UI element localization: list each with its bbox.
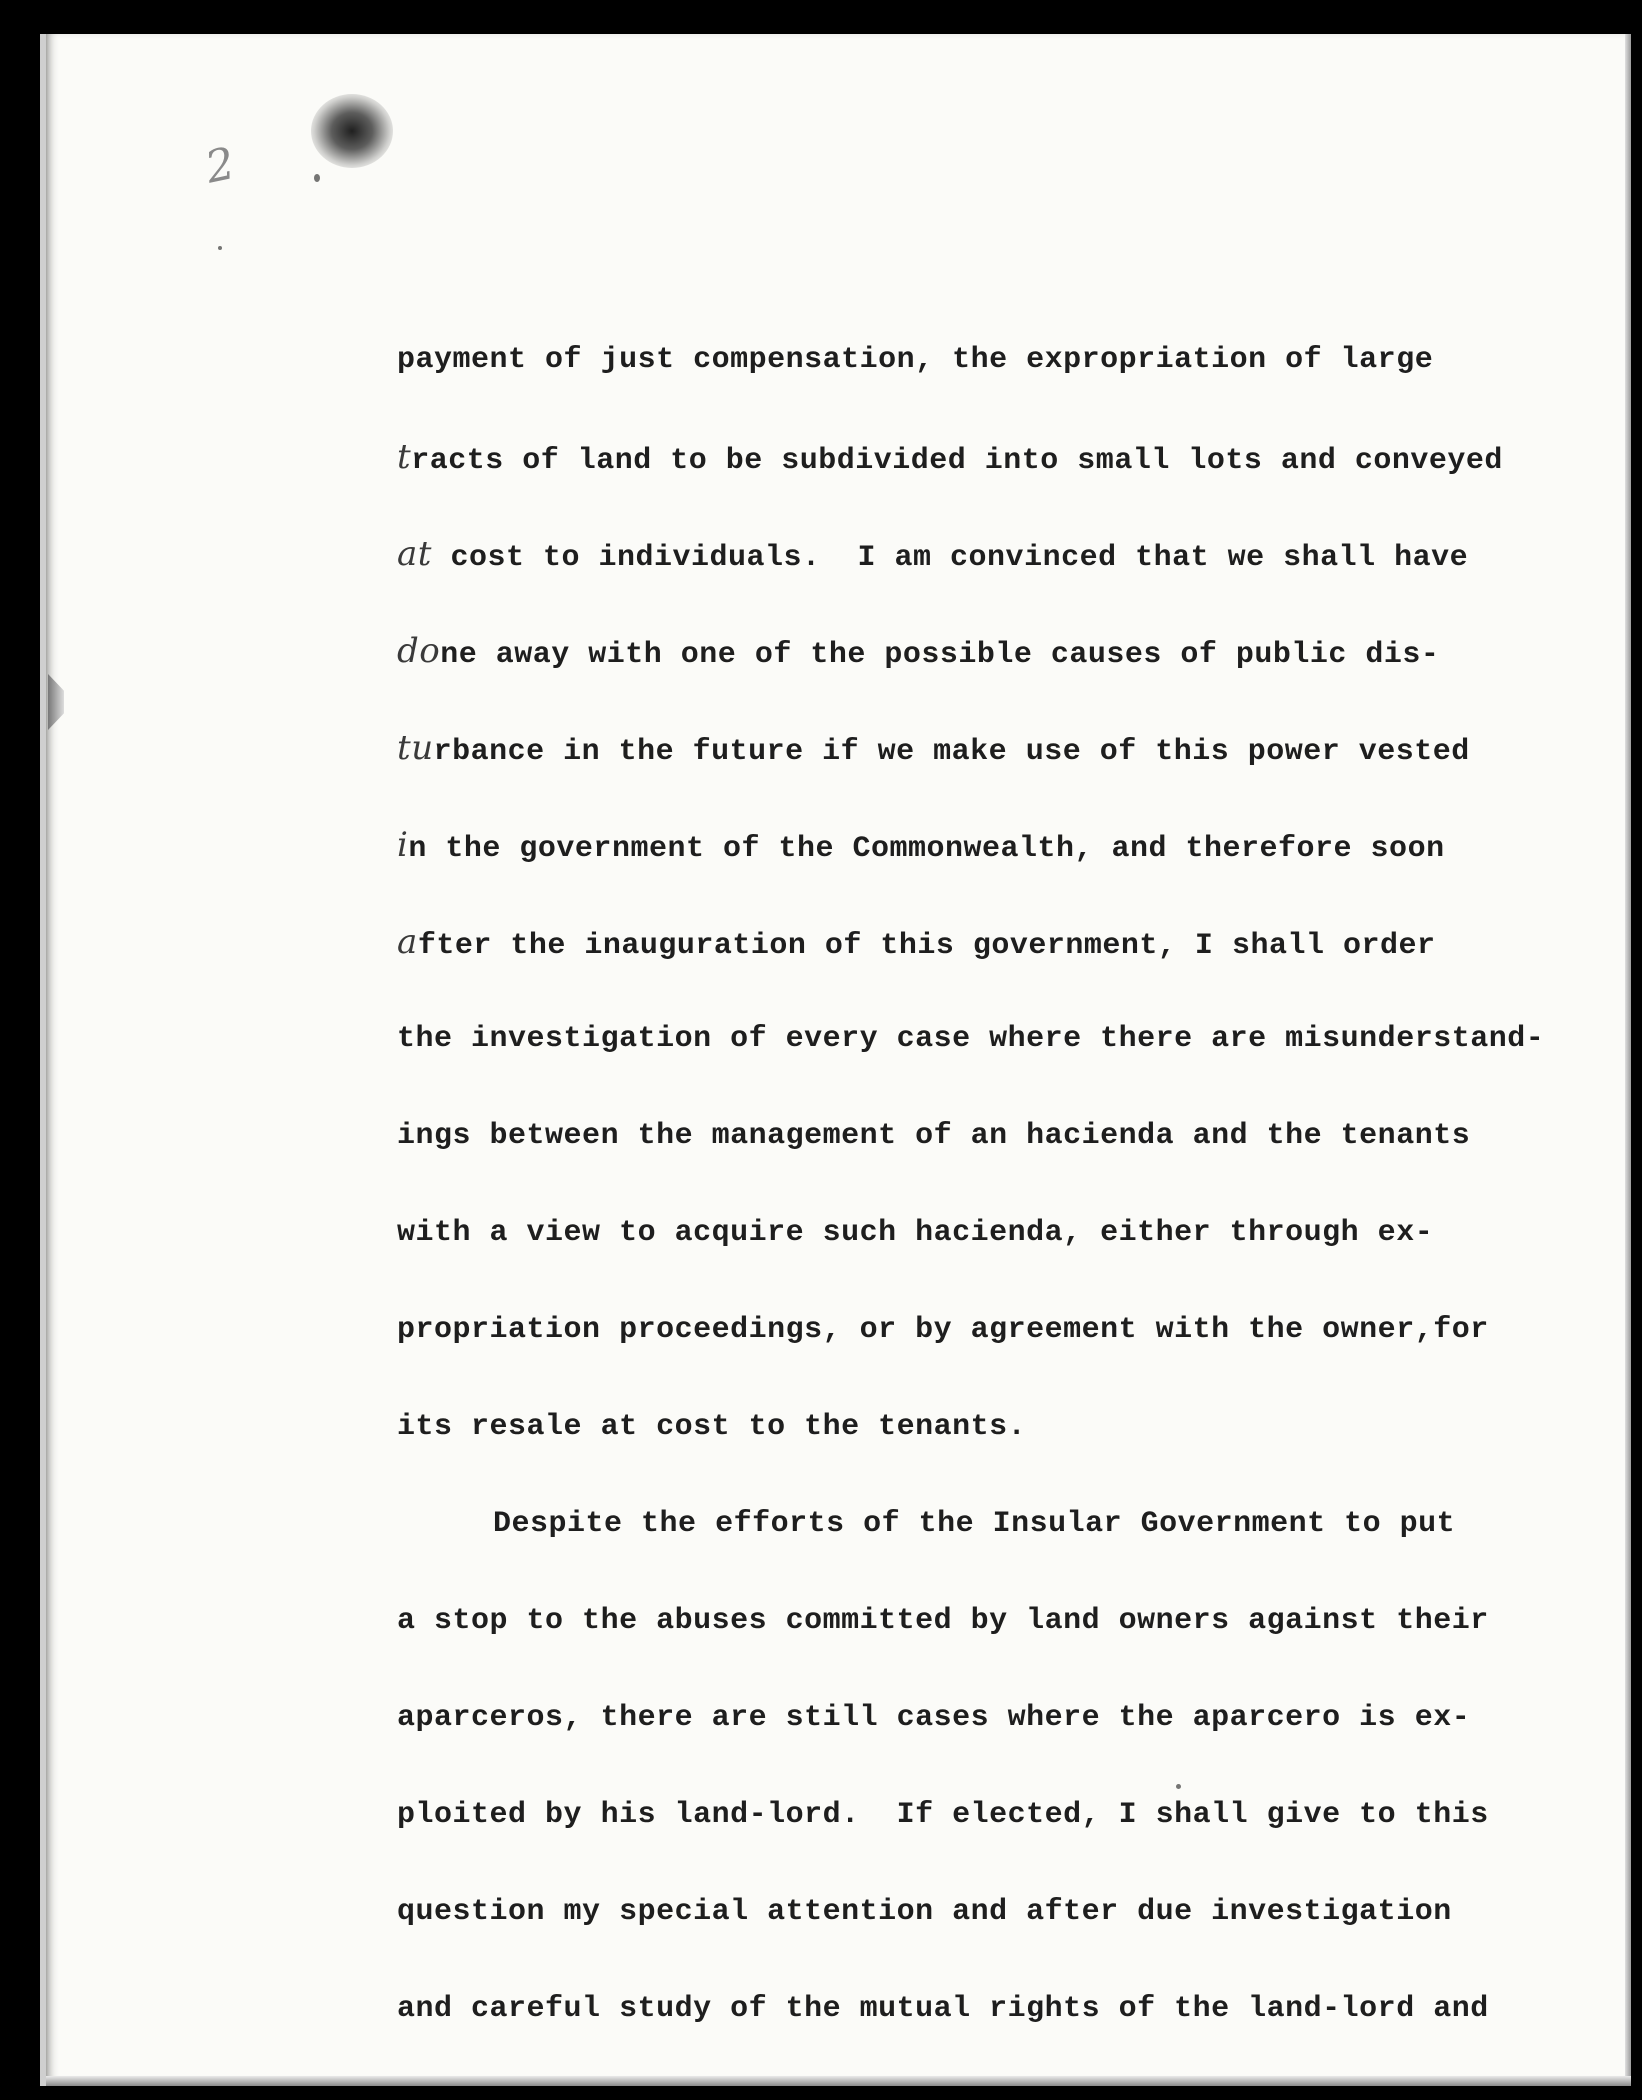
text-line — [286, 1749, 1489, 1832]
line-text: aparceros, there are still cases where the aparcero is ex- — [397, 1701, 1471, 1735]
text-line — [286, 1070, 1471, 1153]
handwritten-page-number: 2 — [201, 137, 240, 194]
text-line — [286, 876, 1436, 963]
text-line — [286, 1167, 1434, 1250]
line-text: ne away with one of the possible causes of public dis- — [440, 638, 1440, 672]
text-line — [286, 779, 1445, 866]
line-text: payment of just compensation, the expropriation of large — [397, 343, 1434, 377]
line-text: n the government of the Commonwealth, and therefore soon — [408, 832, 1445, 866]
text-line — [286, 1846, 1452, 1929]
line-text: and careful study of the mutual rights of the land-lord and — [397, 1992, 1489, 2026]
binder-clip-mark — [48, 674, 64, 730]
text-line — [286, 1264, 1489, 1347]
text-line — [286, 488, 1469, 575]
text-line — [286, 1555, 1489, 1638]
line-text: ploited by his land-lord. If elected, I shall give to this — [397, 1798, 1489, 1832]
line-text: fter the inauguration of this government, I shall order — [417, 929, 1436, 963]
page-edge-right — [1625, 34, 1631, 2086]
text-line — [286, 1652, 1471, 1735]
text-line — [286, 585, 1440, 672]
line-text: question my special attention and after due investigation — [397, 1895, 1452, 1929]
line-text: racts of land to be subdivided into small lots and conveyed — [411, 444, 1503, 478]
text-line — [286, 1458, 1456, 1541]
line-text: propriation proceedings, or by agreement with the owner,for — [397, 1313, 1489, 1347]
page-edge-bottom — [46, 2076, 1631, 2086]
handwritten-correction: do — [397, 631, 441, 671]
typed-body-text — [286, 294, 1545, 2026]
ink-speck — [314, 174, 320, 182]
handwritten-correction: t — [397, 437, 412, 477]
text-line — [286, 682, 1470, 769]
text-line — [286, 1361, 1027, 1444]
line-text: a stop to the abuses committed by land owners against their — [397, 1604, 1489, 1638]
line-text: ings between the management of an hacienda and the tenants — [397, 1119, 1471, 1153]
line-text: cost to individuals. I am convinced that we shall have — [431, 541, 1469, 575]
text-line — [286, 973, 1545, 1056]
line-text: the investigation of every case where there are misunderstand- — [397, 1022, 1545, 1056]
handwritten-correction: tu — [397, 728, 434, 768]
text-line — [286, 1943, 1489, 2026]
handwritten-correction: i — [397, 825, 409, 865]
handwritten-correction: a — [397, 922, 418, 962]
line-text: rbance in the future if we make use of this power vested — [433, 735, 1470, 769]
text-line — [286, 294, 1434, 377]
ink-smudge — [311, 94, 393, 168]
line-text: its resale at cost to the tenants. — [397, 1410, 1027, 1444]
document-page — [40, 34, 1631, 2086]
line-text: Despite the efforts of the Insular Government to put — [493, 1507, 1456, 1541]
ink-speck — [218, 246, 222, 250]
text-line — [286, 391, 1503, 478]
line-text: with a view to acquire such hacienda, either through ex- — [397, 1216, 1434, 1250]
handwritten-correction: at — [397, 534, 432, 574]
